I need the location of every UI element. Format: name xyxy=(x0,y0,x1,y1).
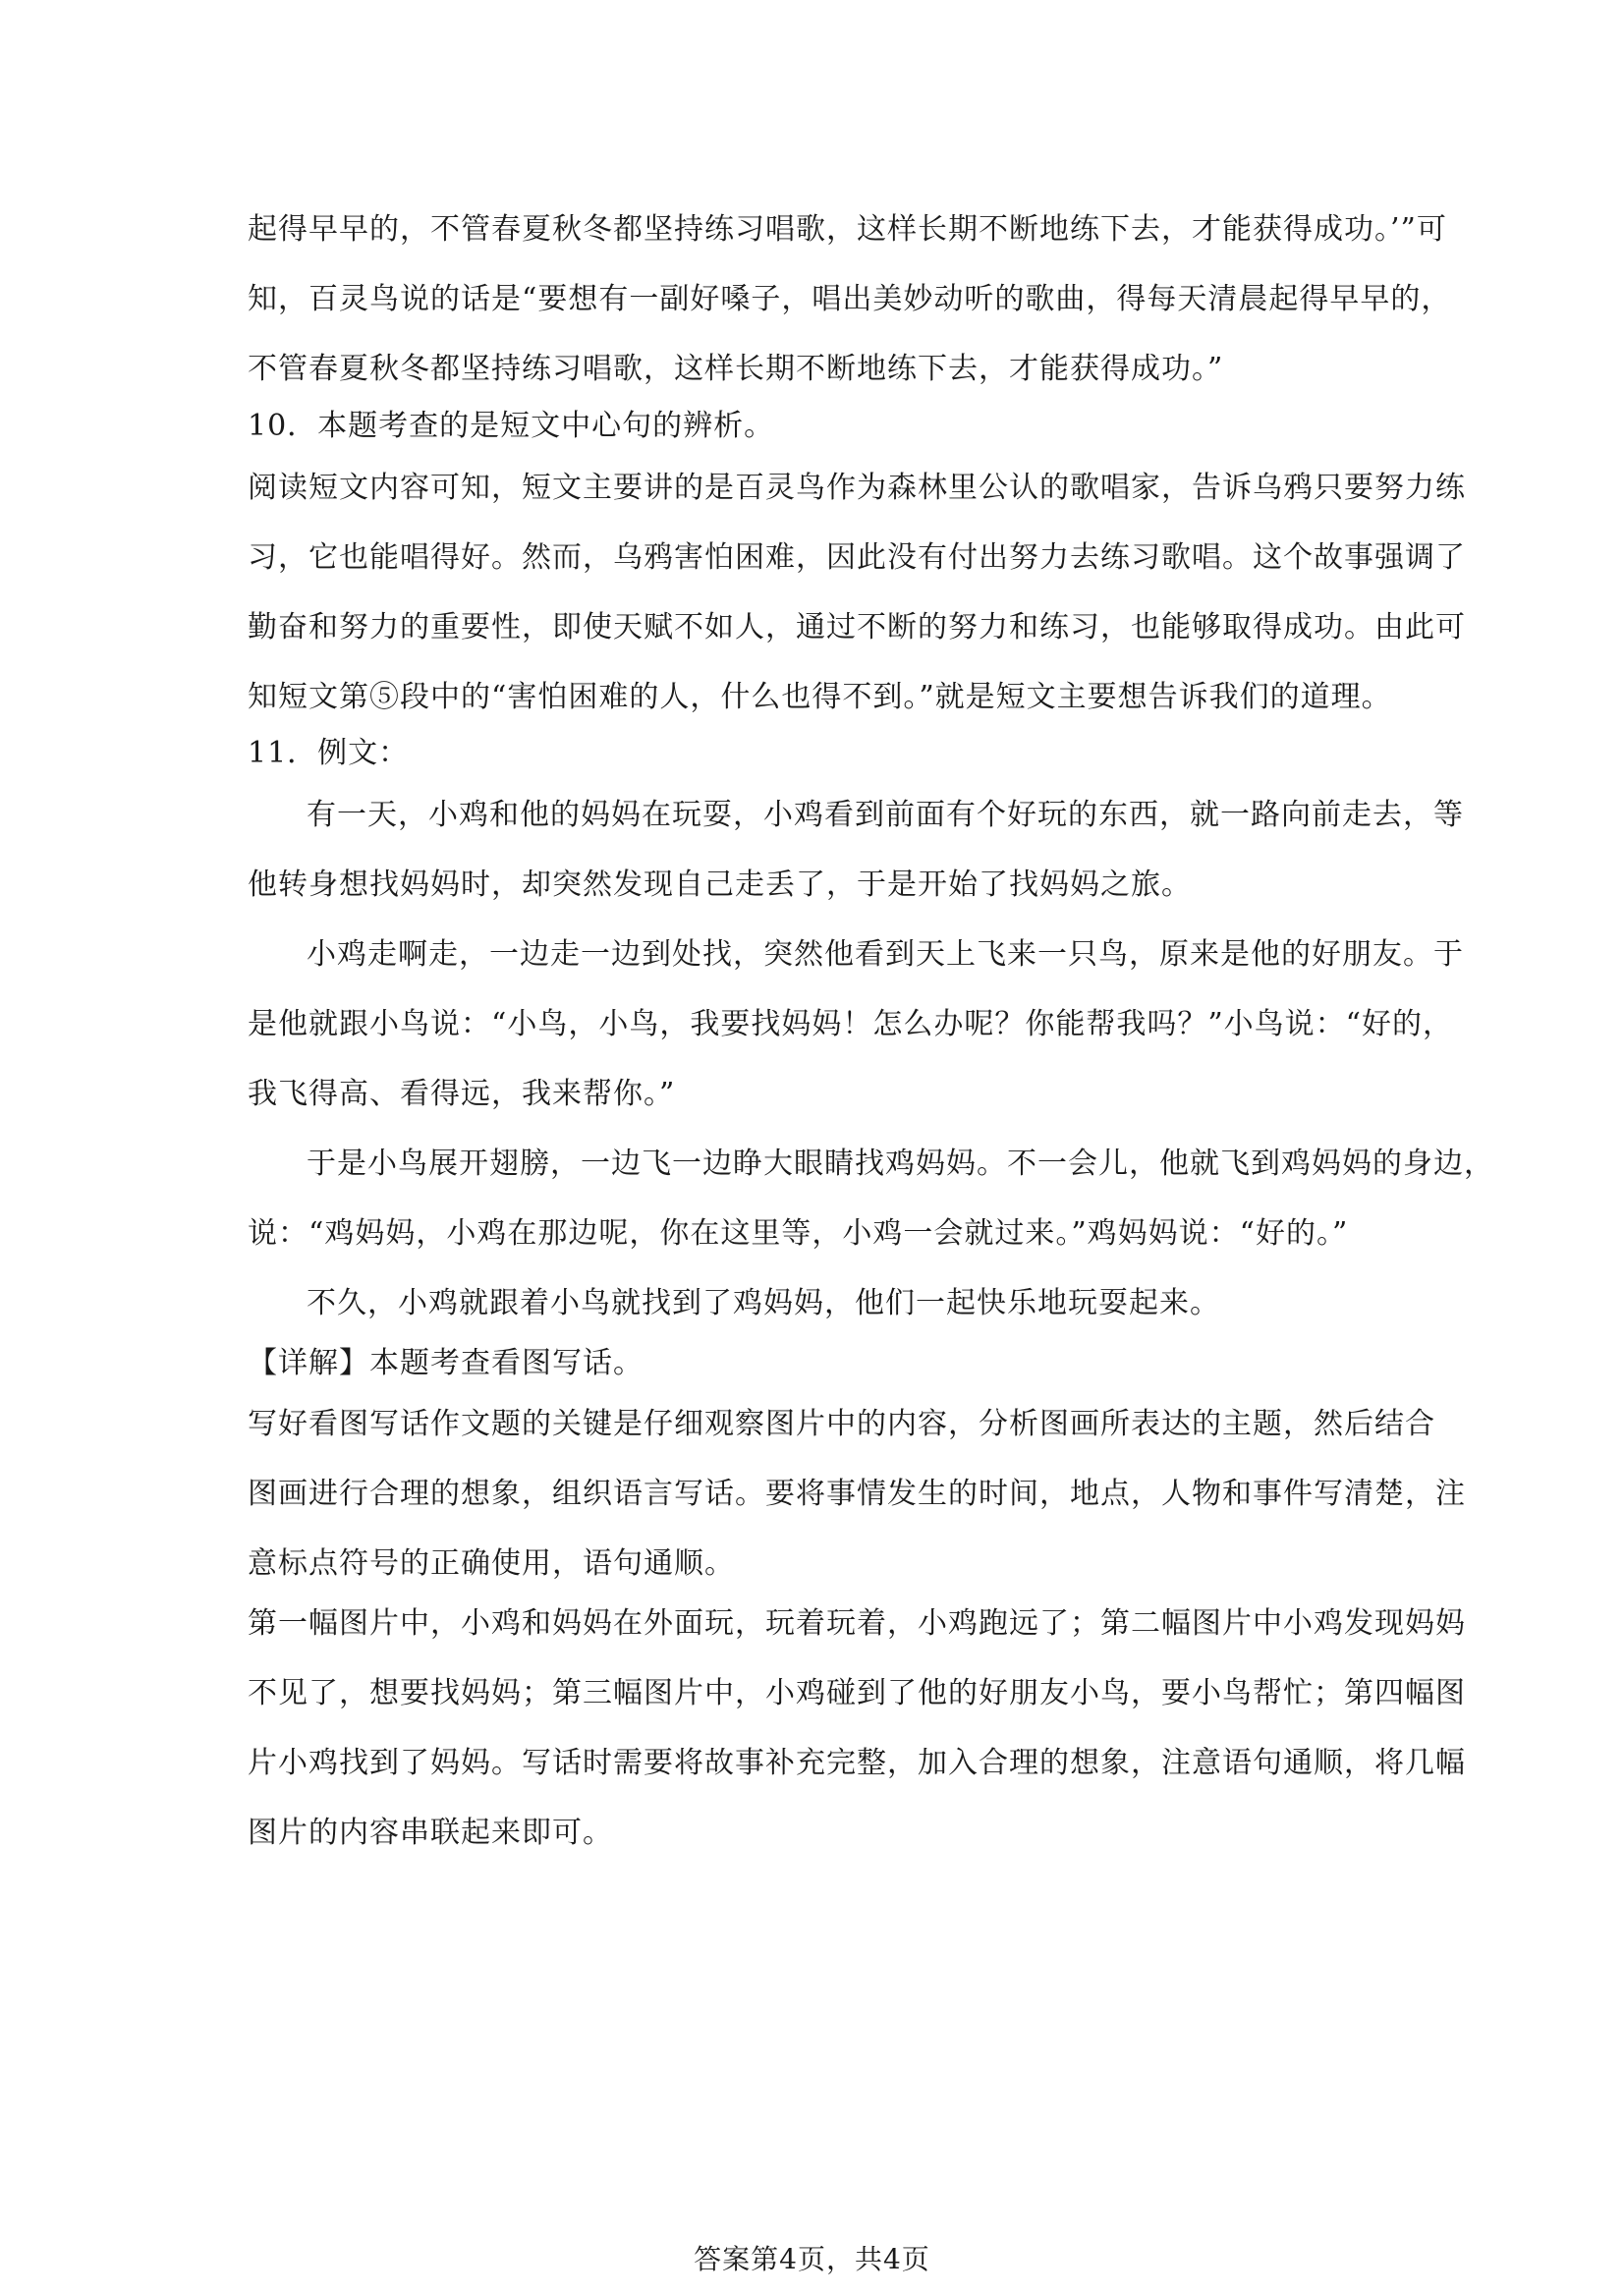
text-line: 写好看图写话作文题的关键是仔细观察图片中的内容，分析图画所表达的主题，然后结合 xyxy=(248,1407,1435,1441)
detail-heading: 【详解】本题考查看图写话。 xyxy=(248,1346,644,1380)
page-footer: 答案第4页，共4页 xyxy=(694,2243,930,2275)
essay-line: 我飞得高、看得远，我来帮你。” xyxy=(248,1077,676,1111)
text-line: 习，它也能唱得好。然而，乌鸦害怕困难，因此没有付出努力去练习歌唱。这个故事强调了 xyxy=(248,540,1466,575)
text-line: 知短文第⑤段中的“害怕困难的人，什么也得不到。”就是短文主要想告诉我们的道理。 xyxy=(248,680,1392,714)
essay-line: 有一天，小鸡和他的妈妈在玩耍，小鸡看到前面有个好玩的东西，就一路向前走去，等 xyxy=(307,798,1464,832)
text-line: 知，百灵鸟说的话是“要想有一副好嗓子，唱出美妙动听的歌曲，得每天清晨起得早早的， xyxy=(248,282,1452,316)
essay-line: 他转身想找妈妈时，却突然发现自己走丢了，于是开始了找妈妈之旅。 xyxy=(248,868,1192,902)
essay-line: 是他就跟小鸟说：“小鸟，小鸟，我要找妈妈！怎么办呢？你能帮我吗？”小鸟说：“好的， xyxy=(248,1007,1454,1041)
text-line: 阅读短文内容可知，短文主要讲的是百灵鸟作为森林里公认的歌唱家，告诉乌鸦只要努力练 xyxy=(248,471,1466,505)
text-line: 图片的内容串联起来即可。 xyxy=(248,1816,613,1850)
essay-line: 不久，小鸡就跟着小鸟就找到了鸡妈妈，他们一起快乐地玩耍起来。 xyxy=(307,1286,1220,1320)
essay-line: 小鸡走啊走，一边走一边到处找，突然他看到天上飞来一只鸟，原来是他的好朋友。于 xyxy=(307,937,1464,972)
text-line: 不见了，想要找妈妈；第三幅图片中，小鸡碰到了他的好朋友小鸟，要小鸟帮忙；第四幅图 xyxy=(248,1676,1466,1710)
text-line: 意标点符号的正确使用，语句通顺。 xyxy=(248,1546,735,1581)
essay-line: 说：“鸡妈妈，小鸡在那边呢，你在这里等，小鸡一会就过来。”鸡妈妈说：“好的。” xyxy=(248,1216,1349,1251)
question-11-heading: 11．例文： xyxy=(248,736,410,770)
text-line: 不管春夏秋冬都坚持练习唱歌，这样长期不断地练下去，才能获得成功。” xyxy=(248,352,1224,386)
text-line: 图画进行合理的想象，组织语言写话。要将事情发生的时间，地点，人物和事件写清楚，注 xyxy=(248,1477,1466,1511)
essay-line: 于是小鸟展开翅膀，一边飞一边睁大眼睛找鸡妈妈。不一会儿，他就飞到鸡妈妈的身边， xyxy=(307,1147,1494,1181)
question-10-heading: 10．本题考查的是短文中心句的辨析。 xyxy=(248,409,775,443)
text-line: 起得早早的，不管春夏秋冬都坚持练习唱歌，这样长期不断地练下去，才能获得成功。’”可 xyxy=(248,212,1447,247)
text-line: 勤奋和努力的重要性，即使天赋不如人，通过不断的努力和练习，也能够取得成功。由此可 xyxy=(248,610,1466,644)
text-line: 第一幅图片中，小鸡和妈妈在外面玩，玩着玩着，小鸡跑远了；第二幅图片中小鸡发现妈妈 xyxy=(248,1606,1466,1641)
text-line: 片小鸡找到了妈妈。写话时需要将故事补充完整，加入合理的想象，注意语句通顺，将几幅 xyxy=(248,1746,1466,1780)
